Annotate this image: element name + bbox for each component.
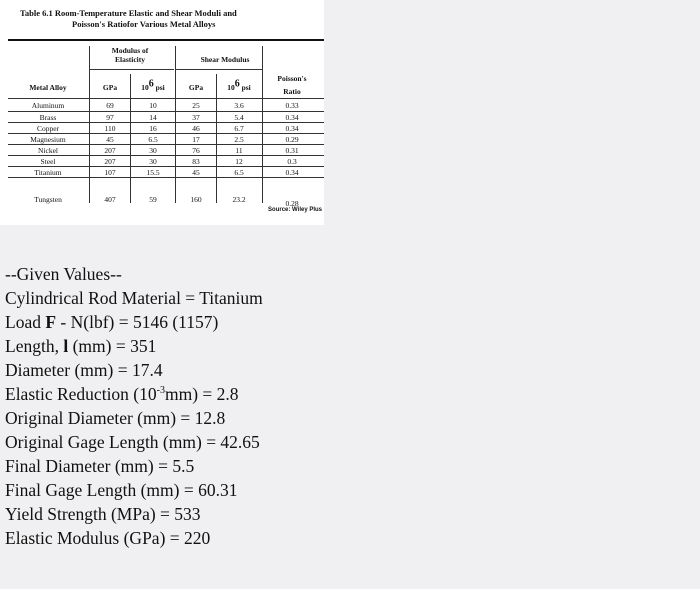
row-copper-e-gpa: 110 <box>104 124 116 133</box>
row-copper-metal: Copper <box>36 124 60 133</box>
col-header-e-gpa: GPa <box>102 83 118 92</box>
row-copper-g-gpa: 46 <box>192 124 200 133</box>
row-magnesium-g-psi: 2.5 <box>234 135 244 144</box>
row-aluminum-e-psi: 10 <box>149 101 157 110</box>
row-rule-3 <box>8 133 324 134</box>
modulus-group-header <box>90 46 170 64</box>
row-magnesium-ratio: 0.29 <box>285 135 299 144</box>
row-steel-e-gpa: 207 <box>104 157 116 166</box>
row-tungsten-e-gpa: 407 <box>104 195 116 204</box>
table-caption <box>20 8 320 30</box>
table-top-rule <box>8 39 324 41</box>
row-tungsten-g-gpa: 160 <box>190 195 202 204</box>
poisson-header-line2: Ratio <box>283 87 301 96</box>
row-aluminum-e-gpa: 69 <box>106 101 114 110</box>
row-steel-metal: Steel <box>40 157 56 166</box>
row-rule-4 <box>8 144 324 145</box>
row-copper-e-psi: 16 <box>149 124 157 133</box>
col-header-e-psi: $10^6$ psi <box>141 78 165 92</box>
row-steel-g-psi: 12 <box>235 157 243 166</box>
row-magnesium-e-gpa: 45 <box>106 135 114 144</box>
col-header-poisson <box>262 74 322 96</box>
row-titanium-g-psi: 6.5 <box>234 168 244 177</box>
row-tungsten-e-psi: 59 <box>149 195 157 204</box>
row-magnesium-g-gpa: 17 <box>192 135 200 144</box>
given-length: Length, l (mm) = 351 <box>5 336 157 356</box>
row-aluminum-g-psi: 3.6 <box>234 101 244 110</box>
row-titanium-metal: Titanium <box>34 168 62 177</box>
col-header-g-gpa: GPa <box>188 83 204 92</box>
row-copper-g-psi: 6.7 <box>234 124 244 133</box>
modulus-header-line1: Modulus of <box>111 46 149 55</box>
given-material: Cylindrical Rod Material = Titanium <box>5 288 263 308</box>
row-tungsten-g-psi: 23.2 <box>232 195 246 204</box>
given-final-diameter: Final Diameter (mm) = 5.5 <box>5 456 195 476</box>
given-diameter: Diameter (mm) = 17.4 <box>5 360 163 380</box>
row-brass-metal: Brass <box>39 113 57 122</box>
row-rule-6 <box>8 166 324 167</box>
shear-group-rule <box>176 69 262 70</box>
caption-line-2: Poisson's Ratiofor Various Metal Alloys <box>72 19 216 29</box>
given-original-gage-length: Original Gage Length (mm) = 42.65 <box>5 432 260 452</box>
row-rule-7 <box>8 177 324 178</box>
poisson-header-line1: Poisson's <box>277 74 307 83</box>
row-steel-ratio: 0.3 <box>287 157 297 166</box>
row-aluminum-ratio: 0.33 <box>285 101 299 110</box>
row-nickel-g-gpa: 76 <box>192 146 200 155</box>
row-titanium-e-psi: 15.5 <box>146 168 160 177</box>
row-brass-g-psi: 5.4 <box>234 113 244 122</box>
given-final-gage-length: Final Gage Length (mm) = 60.31 <box>5 480 238 500</box>
row-rule-2 <box>8 122 324 123</box>
row-steel-e-psi: 30 <box>149 157 157 166</box>
table-source: Source: Wiley Plus <box>268 207 322 213</box>
row-aluminum-g-gpa: 25 <box>192 101 200 110</box>
row-brass-e-gpa: 97 <box>106 113 114 122</box>
row-rule-1 <box>8 111 324 112</box>
row-titanium-g-gpa: 45 <box>192 168 200 177</box>
row-titanium-ratio: 0.34 <box>285 168 299 177</box>
header-bottom-rule <box>8 98 324 99</box>
row-nickel-ratio: 0.31 <box>285 146 299 155</box>
shear-group-header: Shear Modulus <box>200 55 250 64</box>
row-titanium-e-gpa: 107 <box>104 168 116 177</box>
given-original-diameter: Original Diameter (mm) = 12.8 <box>5 408 226 428</box>
properties-table <box>0 0 324 225</box>
given-heading: --Given Values-- <box>5 264 122 284</box>
modulus-header-line2: Elasticity <box>115 55 145 64</box>
row-copper-ratio: 0.34 <box>285 124 299 133</box>
caption-line-1: Table 6.1 Room-Temperature Elastic and Shear Moduli and <box>20 8 237 18</box>
given-load: Load F - N(lbf) = 5146 (1157) <box>5 312 219 332</box>
row-nickel-e-gpa: 207 <box>104 146 116 155</box>
row-nickel-e-psi: 30 <box>149 146 157 155</box>
col-header-metal: Metal Alloy <box>29 83 67 92</box>
row-steel-g-gpa: 83 <box>192 157 200 166</box>
row-tungsten-metal: Tungsten <box>34 195 62 204</box>
row-rule-5 <box>8 155 324 156</box>
given-values <box>5 262 263 550</box>
row-tungsten-ratio: 0.28 <box>285 199 299 208</box>
row-nickel-g-psi: 11 <box>235 146 243 155</box>
col-header-g-psi: $10^6$ psi <box>227 78 251 92</box>
given-elastic-reduction: Elastic Reduction $(10^{-3}mm) = 2.8$ <box>5 384 239 404</box>
row-magnesium-metal: Magnesium <box>30 135 66 144</box>
row-nickel-metal: Nickel <box>38 146 58 155</box>
row-brass-e-psi: 14 <box>149 113 157 122</box>
row-brass-ratio: 0.34 <box>285 113 299 122</box>
row-magnesium-e-psi: 6.5 <box>148 135 158 144</box>
row-brass-g-gpa: 37 <box>192 113 200 122</box>
given-yield-strength: Yield Strength (MPa) = 533 <box>5 504 201 524</box>
modulus-group-rule <box>90 69 174 70</box>
row-aluminum-metal: Aluminum <box>31 101 65 110</box>
given-elastic-modulus: Elastic Modulus (GPa) = 220 <box>5 528 211 548</box>
